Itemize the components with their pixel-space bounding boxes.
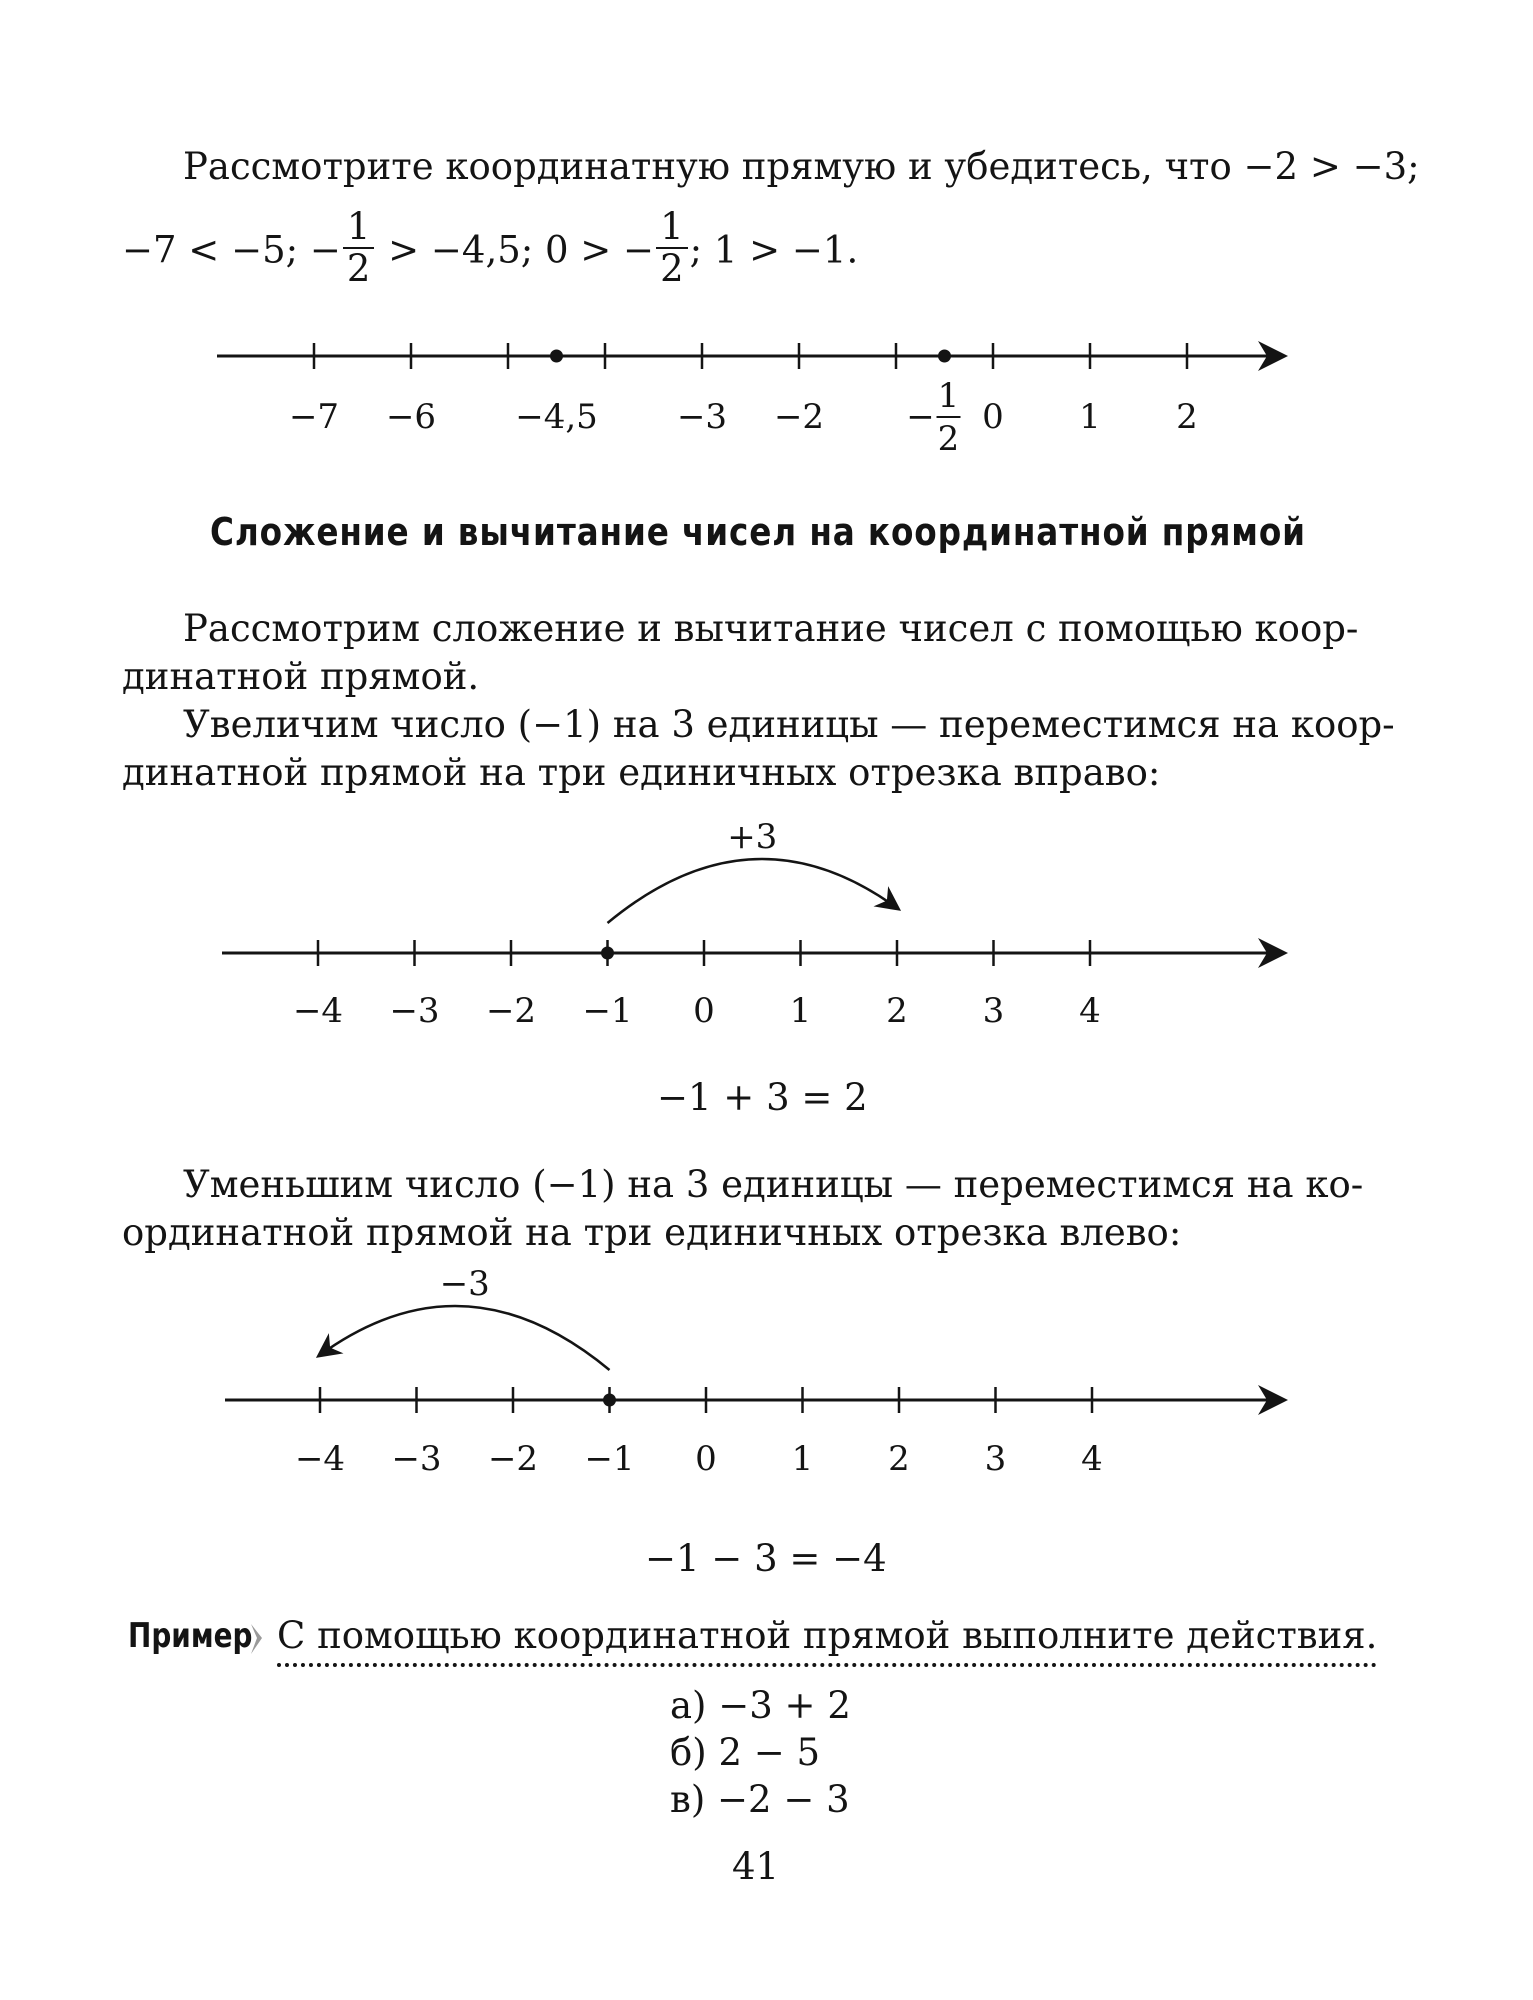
tick-label: −1 — [584, 1439, 635, 1479]
intro-line-2-part-b: > −4,5; 0 > − — [376, 228, 655, 272]
jump-label: −3 — [439, 1264, 490, 1304]
example-item-c: в) −2 − 3 — [670, 1778, 850, 1821]
page-number: 41 — [732, 1845, 780, 1888]
para1-line-2: динатной прямой. — [122, 655, 480, 698]
tick-label: 1 — [1079, 397, 1101, 437]
equation-subtraction: −1 − 3 = −4 — [645, 1537, 887, 1580]
point-marker — [601, 947, 614, 960]
jump-arc — [608, 859, 898, 923]
tick-label: −4 — [292, 991, 344, 1031]
fraction-denominator: 2 — [346, 246, 371, 290]
tick-label: −2 — [485, 991, 537, 1031]
example-item-b: б) 2 − 5 — [670, 1731, 821, 1774]
tick-label: −6 — [385, 397, 437, 437]
fraction-label-sign: − — [906, 397, 935, 437]
point-marker — [550, 350, 563, 363]
example-item-a: а) −3 + 2 — [670, 1684, 851, 1727]
number-line-2 — [222, 817, 1282, 1031]
point-marker — [938, 350, 951, 363]
tick-label: 2 — [886, 991, 908, 1031]
intro-line-1-text: Рассмотрите координатную прямую и убедитесь, что −2 > −3; — [183, 145, 1420, 188]
tick-label: −4,5 — [515, 397, 598, 437]
fraction-denominator: 2 — [660, 246, 684, 290]
tick-label: 2 — [1176, 397, 1198, 437]
example-text: С помощью координатной прямой выполните действия. — [277, 1614, 1377, 1667]
tick-label: 2 — [888, 1439, 910, 1479]
jump-arc — [320, 1306, 610, 1370]
tick-label: −7 — [288, 397, 340, 437]
para2-line-2: динатной прямой на три единичных отрезка вправо: — [122, 751, 1161, 794]
intro-line-2-part-c: ; 1 > −1. — [689, 228, 859, 272]
tick-label: 0 — [982, 397, 1004, 437]
fraction-label-numerator: 1 — [937, 376, 960, 416]
tick-label: −3 — [389, 991, 440, 1031]
equation-addition: −1 + 3 = 2 — [657, 1076, 868, 1119]
tick-label: 0 — [695, 1439, 717, 1479]
tick-label: 1 — [791, 1439, 814, 1479]
tick-label: 4 — [1079, 991, 1101, 1031]
tick-label: −3 — [676, 397, 728, 437]
tick-label: −1 — [582, 991, 633, 1031]
tick-label: −2 — [487, 1439, 539, 1479]
tick-label: −3 — [391, 1439, 442, 1479]
intro-line-2-part-a: −7 < −5; − — [122, 228, 341, 272]
tick-label: 3 — [982, 991, 1005, 1031]
tick-label: 4 — [1081, 1439, 1103, 1479]
para2-line-1: Увеличим число (−1) на 3 единицы — переместимся на коор- — [183, 703, 1395, 746]
para3-line-1: Уменьшим число (−1) на 3 единицы — переместимся на ко- — [183, 1163, 1364, 1206]
fraction-label-denominator: 2 — [937, 419, 960, 459]
example-label: Пример — [128, 1616, 253, 1656]
para1-line-1: Рассмотрим сложение и вычитание чисел с помощью коор- — [183, 607, 1359, 650]
fraction-numerator: 1 — [343, 208, 375, 249]
number-line-3 — [225, 1264, 1282, 1479]
number-line-1 — [217, 343, 1282, 459]
tick-label: 0 — [693, 991, 715, 1031]
jump-label: +3 — [727, 817, 778, 857]
tick-label: −4 — [294, 1439, 346, 1479]
fraction-numerator: 1 — [656, 208, 688, 249]
para3-line-2: ординатной прямой на три единичных отрезка влево: — [122, 1211, 1182, 1254]
tick-label: −2 — [773, 397, 825, 437]
section-heading: Сложение и вычитание чисел на координатной прямой — [210, 510, 1306, 554]
tick-label: 3 — [984, 1439, 1007, 1479]
tick-label: 1 — [789, 991, 812, 1031]
point-marker — [603, 1394, 616, 1407]
